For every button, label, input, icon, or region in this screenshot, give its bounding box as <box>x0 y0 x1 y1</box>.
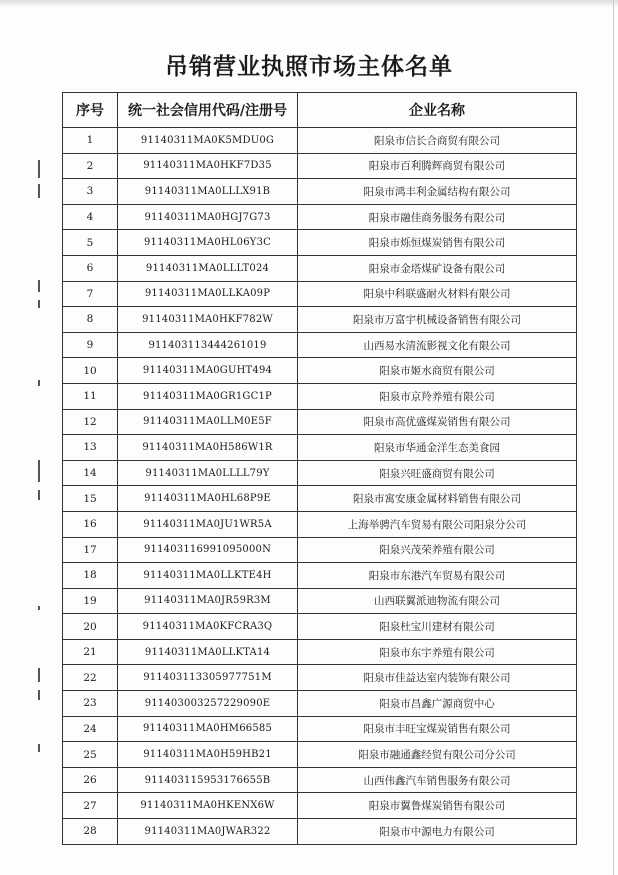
table-row <box>63 563 577 589</box>
company-name: 阳泉杜宝川建材有限公司 <box>298 614 577 640</box>
scan-mark <box>38 280 40 292</box>
company-name: 阳泉市昌鑫广源商贸中心 <box>298 691 577 717</box>
row-index: 21 <box>63 639 118 665</box>
row-index: 11 <box>63 383 118 409</box>
row-index: 14 <box>63 460 118 486</box>
company-name: 上海举骋汽车贸易有限公司阳泉分公司 <box>298 511 577 537</box>
credit-code: 91140311MA0HGJ7G73 <box>118 204 298 230</box>
credit-code: 91140311MA0HL68P9E <box>118 486 298 512</box>
scan-mark <box>38 744 40 752</box>
company-name: 阳泉市京羚养殖有限公司 <box>298 383 577 409</box>
table-row <box>63 204 577 230</box>
credit-code: 91140311MA0LLKTE4H <box>118 563 298 589</box>
credit-code: 91140311MA0HKF7D35 <box>118 153 298 179</box>
table-row <box>63 793 577 819</box>
table-row <box>63 486 577 512</box>
row-index: 2 <box>63 153 118 179</box>
table-row <box>63 460 577 486</box>
row-index: 16 <box>63 511 118 537</box>
credit-code: 91140311MA0LLKTA14 <box>118 639 298 665</box>
row-index: 24 <box>63 716 118 742</box>
credit-code: 91140311MA0HL06Y3C <box>118 230 298 256</box>
row-index: 18 <box>63 563 118 589</box>
scan-mark <box>38 184 40 198</box>
scan-mark <box>38 460 40 482</box>
credit-code: 91140311MA0LLLL79Y <box>118 460 298 486</box>
company-name: 阳泉兴茂荣养殖有限公司 <box>298 537 577 563</box>
table-row <box>63 153 577 179</box>
credit-code: 91140311MA0K5MDU0G <box>118 128 298 154</box>
column-header-name: 企业名称 <box>298 93 577 128</box>
credit-code: 91140311MA0H586W1R <box>118 435 298 461</box>
table-row <box>63 383 577 409</box>
table-row <box>63 767 577 793</box>
row-index: 3 <box>63 179 118 205</box>
table-row <box>63 230 577 256</box>
company-name: 阳泉市东宇养殖有限公司 <box>298 639 577 665</box>
credit-code: 91140311MA0LLM0E5F <box>118 409 298 435</box>
company-name: 阳泉市丰旺宝煤炭销售有限公司 <box>298 716 577 742</box>
row-index: 8 <box>63 307 118 333</box>
row-index: 9 <box>63 332 118 358</box>
credit-code: 91140311MA0HKENX6W <box>118 793 298 819</box>
company-name: 阳泉市烁恒煤炭销售有限公司 <box>298 230 577 256</box>
credit-code: 91140311MA0H59HB21 <box>118 742 298 768</box>
scan-top-shadow <box>0 0 618 8</box>
table-row <box>63 742 577 768</box>
credit-code: 911403113305977751M <box>118 665 298 691</box>
scan-mark <box>38 380 40 386</box>
table-row <box>63 332 577 358</box>
credit-code: 91140311MA0HM66585 <box>118 716 298 742</box>
company-name: 阳泉市华通金洋生态美食园 <box>298 435 577 461</box>
company-name: 阳泉市信长合商贸有限公司 <box>298 128 577 154</box>
company-name: 阳泉市万富宇机械设备销售有限公司 <box>298 307 577 333</box>
row-index: 5 <box>63 230 118 256</box>
company-name: 阳泉兴旺盛商贸有限公司 <box>298 460 577 486</box>
company-name: 山西伟鑫汽车销售服务有限公司 <box>298 767 577 793</box>
row-index: 13 <box>63 435 118 461</box>
scan-mark <box>38 690 40 700</box>
credit-code: 91140311MA0LLKA09P <box>118 281 298 307</box>
company-name: 山西易水清流影视文化有限公司 <box>298 332 577 358</box>
table-row <box>63 255 577 281</box>
row-index: 27 <box>63 793 118 819</box>
company-name: 阳泉市翼鲁煤炭销售有限公司 <box>298 793 577 819</box>
table-row <box>63 358 577 384</box>
row-index: 7 <box>63 281 118 307</box>
credit-code: 91140311MA0JU1WR5A <box>118 511 298 537</box>
table-row <box>63 281 577 307</box>
credit-code: 91140311MA0JWAR322 <box>118 819 298 845</box>
company-name: 阳泉市寓安康金属材料销售有限公司 <box>298 486 577 512</box>
row-index: 4 <box>63 204 118 230</box>
table-row <box>63 435 577 461</box>
credit-code: 91140311MA0KFCRA3Q <box>118 614 298 640</box>
company-name: 阳泉市融佳商务服务有限公司 <box>298 204 577 230</box>
row-index: 12 <box>63 409 118 435</box>
credit-code: 91140311MA0HKF782W <box>118 307 298 333</box>
credit-code: 911403113444261019 <box>118 332 298 358</box>
row-index: 26 <box>63 767 118 793</box>
row-index: 20 <box>63 614 118 640</box>
row-index: 6 <box>63 255 118 281</box>
table-header-row <box>63 93 577 128</box>
credit-code: 91140311MA0GUHT494 <box>118 358 298 384</box>
table-row <box>63 179 577 205</box>
page-title: 吊销营业执照市场主体名单 <box>165 54 453 80</box>
credit-code: 91140311MA0LLLT024 <box>118 255 298 281</box>
row-index: 25 <box>63 742 118 768</box>
company-name: 阳泉市融通鑫经贸有限公司分公司 <box>298 742 577 768</box>
column-header-code: 统一社会信用代码/注册号 <box>118 93 298 128</box>
roster-table <box>62 92 577 845</box>
scan-mark <box>38 300 40 308</box>
row-index: 1 <box>63 128 118 154</box>
credit-code: 911403116991095000N <box>118 537 298 563</box>
table-row <box>63 588 577 614</box>
credit-code: 91140311MA0GR1GC1P <box>118 383 298 409</box>
company-name: 阳泉市高优盛煤炭销售有限公司 <box>298 409 577 435</box>
company-name: 阳泉市金塔煤矿设备有限公司 <box>298 255 577 281</box>
company-name: 山西联翼派迪物流有限公司 <box>298 588 577 614</box>
table-row <box>63 128 577 154</box>
table-row <box>63 716 577 742</box>
table-row <box>63 665 577 691</box>
table-row <box>63 307 577 333</box>
company-name: 阳泉市东港汽车贸易有限公司 <box>298 563 577 589</box>
table-row <box>63 639 577 665</box>
company-name: 阳泉市鸿丰利金属结构有限公司 <box>298 179 577 205</box>
row-index: 23 <box>63 691 118 717</box>
scan-mark <box>38 160 40 178</box>
credit-code: 91140311MA0LLLX91B <box>118 179 298 205</box>
column-header-index: 序号 <box>63 93 118 128</box>
credit-code: 911403003257229090E <box>118 691 298 717</box>
scan-edge-line <box>613 0 614 875</box>
company-name: 阳泉中科联盛耐火材料有限公司 <box>298 281 577 307</box>
table-row <box>63 691 577 717</box>
company-name: 阳泉市百利腾辉商贸有限公司 <box>298 153 577 179</box>
credit-code: 911403115953176655B <box>118 767 298 793</box>
company-name: 阳泉市佳益达室内装饰有限公司 <box>298 665 577 691</box>
row-index: 10 <box>63 358 118 384</box>
table-row <box>63 409 577 435</box>
row-index: 17 <box>63 537 118 563</box>
row-index: 19 <box>63 588 118 614</box>
scan-mark <box>38 490 40 500</box>
table-body <box>63 128 577 845</box>
scan-mark <box>38 668 40 682</box>
credit-code: 91140311MA0JR59R3M <box>118 588 298 614</box>
table-row <box>63 614 577 640</box>
table-row <box>63 819 577 845</box>
table-row <box>63 511 577 537</box>
company-name: 阳泉市姬水商贸有限公司 <box>298 358 577 384</box>
table-row <box>63 537 577 563</box>
scan-mark <box>38 606 40 610</box>
row-index: 28 <box>63 819 118 845</box>
row-index: 22 <box>63 665 118 691</box>
company-name: 阳泉市中源电力有限公司 <box>298 819 577 845</box>
row-index: 15 <box>63 486 118 512</box>
